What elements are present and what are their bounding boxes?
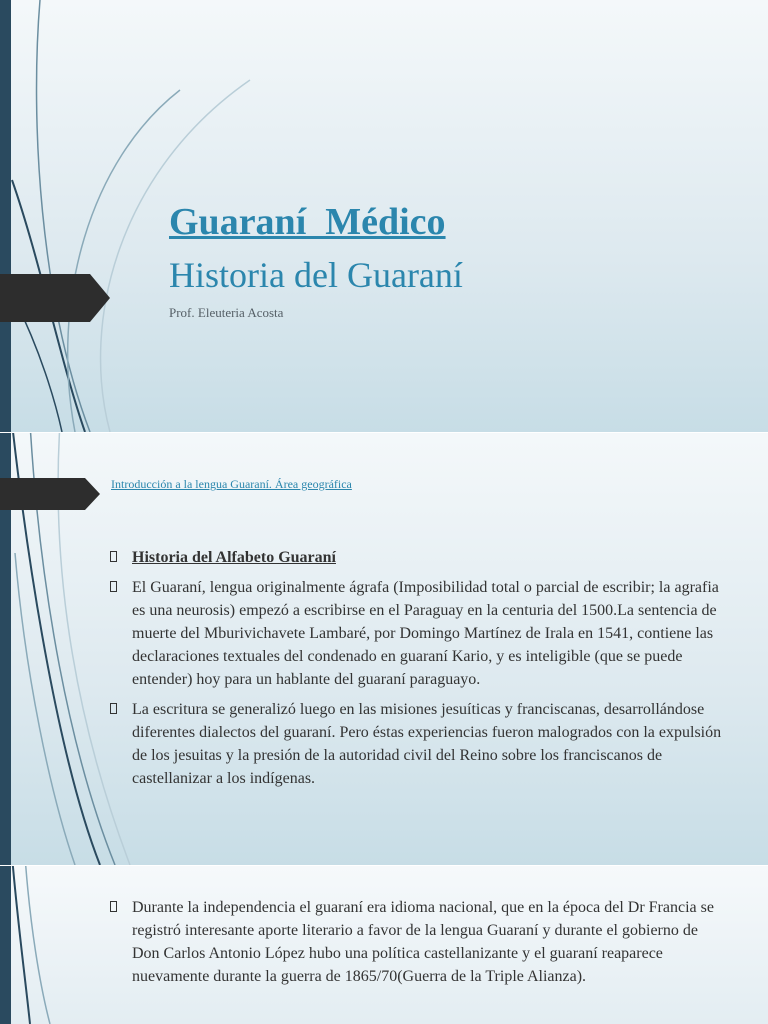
left-accent-bar xyxy=(0,0,11,432)
author-name: Prof. Eleuteria Acosta xyxy=(169,305,284,320)
bullet-icon xyxy=(110,551,117,562)
bullet-list xyxy=(110,896,722,995)
page-title: Guaraní Médico xyxy=(169,201,446,243)
list-item xyxy=(110,576,722,691)
bullet-icon xyxy=(110,901,117,912)
bullet-icon xyxy=(110,703,117,714)
slide-tab xyxy=(0,274,110,314)
section-heading: Historia del Alfabeto Guaraní xyxy=(132,549,336,566)
slide-tab xyxy=(0,478,100,518)
paragraph-text: La escritura se generalizó luego en las misiones jesuíticas y franciscanas, desarrollándose diferentes dialectos del guaraní. Pero éstas experiencias fueron malogrados con la expulsión de los jesuitas y la presión de la autoridad civil del Reino sobre los franciscanos de castellanizar a los indígenas. xyxy=(132,701,722,787)
list-item xyxy=(110,896,722,988)
left-accent-bar xyxy=(0,866,11,1024)
paragraph-text: Durante la independencia el guaraní era idioma nacional, que en la época del Dr Francia se registró interesante aporte literario a favor de la lengua Guaraní y durante el gobierno de Don Carlos Antonio López hubo una política castellanizante y el guaraní reaparece nuevamente durante la guerra de 1865/70(Guerra de la Triple Alianza). xyxy=(132,899,714,985)
slide-title xyxy=(0,0,768,432)
bullet-icon xyxy=(110,581,117,592)
paragraph-text: El Guaraní, lengua originalmente ágrafa (Imposibilidad total o parcial de escribir; la agrafia es una neurosis) empezó a escribirse en el Paraguay en la centuria del 1500.La sentencia de muerte del Mburivichavete Lambaré, por Domingo Martínez de Irala en 1541, contiene las declaraciones textuales del condenado en guaraní Kario, y es inteligible (que se puede entender) hoy para un hablante del guaraní paraguayo. xyxy=(132,579,719,688)
intro-link[interactable]: Introducción a la lengua Guaraní. Área geográfica xyxy=(111,477,352,491)
bullet-list xyxy=(110,546,722,797)
list-item xyxy=(110,698,722,790)
list-item xyxy=(110,546,722,569)
page-subtitle: Historia del Guaraní xyxy=(169,255,463,295)
